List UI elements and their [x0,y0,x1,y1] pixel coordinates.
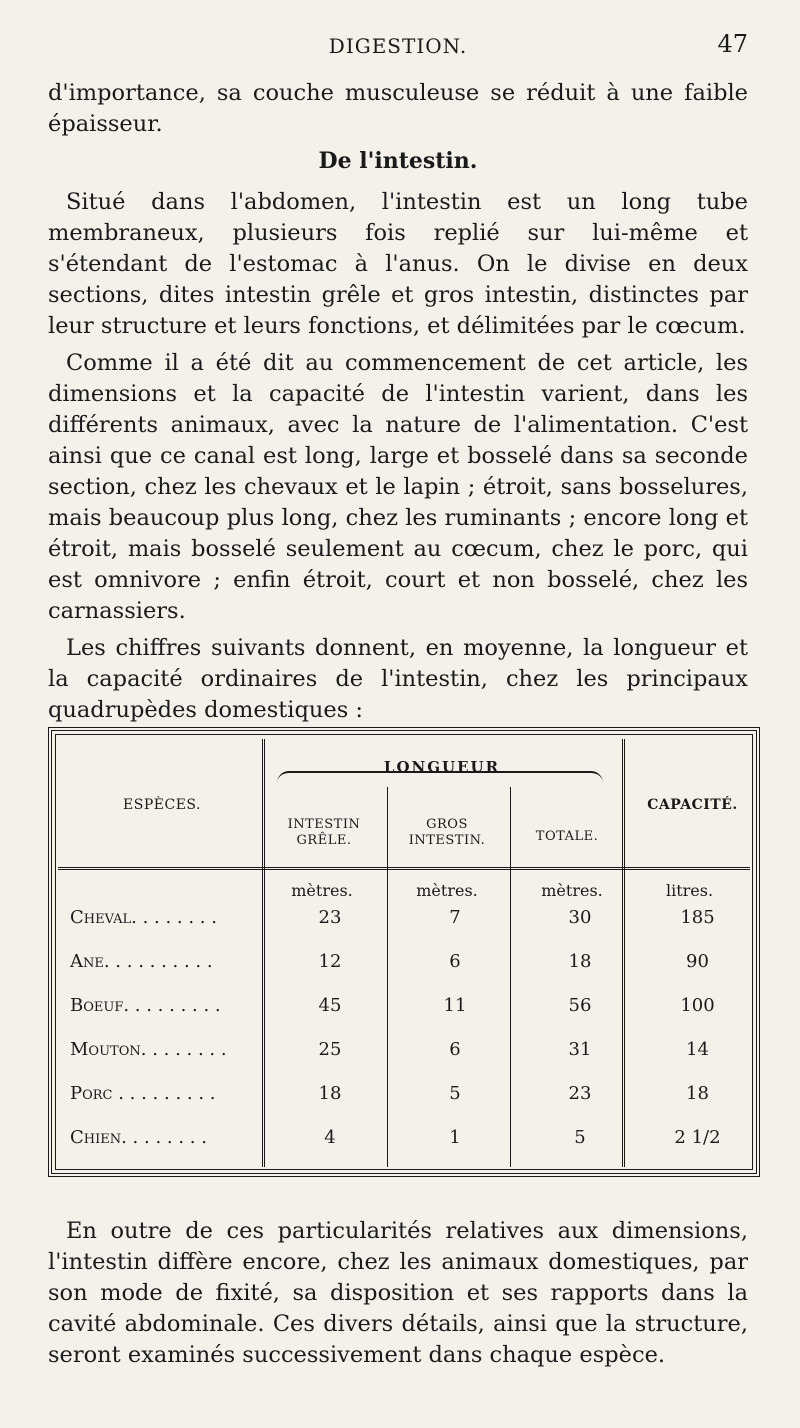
table-row [60,1127,748,1167]
cell-capacite: 2 1/2 [674,1127,721,1148]
page-number: 47 [717,30,748,58]
animal-name: Boeuf. . . . . . . . . [70,995,221,1016]
text-bottom [48,1216,748,1371]
header-capacity: CAPACITÉ. [647,797,738,813]
cell-totale: 23 [568,1083,592,1104]
cell-grele: 18 [318,1083,342,1104]
cell-gros: 6 [449,951,461,972]
cell-totale: 31 [568,1039,592,1060]
cell-capacite: 14 [686,1039,709,1060]
page-header [48,30,748,64]
animal-name: Mouton. . . . . . . . [70,1039,227,1060]
cell-totale: 18 [568,951,592,972]
intestine-table [48,727,760,1177]
cell-grele: 12 [318,951,342,972]
unit-liters: litres. [665,881,714,900]
unit-meters: mètres. [541,881,603,900]
header-large-intestine: GROS INTESTIN. [408,817,486,848]
table-header-rule [58,867,750,870]
table-row [60,995,748,1035]
unit-meters: mètres. [291,881,353,900]
cell-gros: 11 [443,995,467,1016]
animal-name: Cheval. . . . . . . . [70,907,217,928]
paragraph-conclusion: En outre de ces particularités relatives aux dimensions, l'intestin diffère encore, chez les animaux domestiques, par son mode de fixité, sa disposition et ses rapports dans la cavité abdominale. Ces divers détails, ainsi que la structure, seront examinés successivement dans chaque espèce. [48,1218,748,1368]
unit-meters: mètres. [416,881,478,900]
running-title: DIGESTION. [328,34,468,58]
animal-name: Ane. . . . . . . . . . [70,951,213,972]
section-title: De l'intestin. [318,148,478,174]
cell-totale: 30 [568,907,592,928]
cell-grele: 25 [318,1039,342,1060]
cell-capacite: 18 [686,1083,709,1104]
cell-grele: 4 [324,1127,336,1148]
cell-totale: 5 [574,1127,586,1148]
table-divider [622,739,625,1167]
paragraph-intestine-definition: Situé dans l'abdomen, l'intestin est un long tube membraneux, plusieurs fois replié sur lui-même et s'étendant de l'estomac à l'anus. On le divise en deux sections, dites intestin grêle et gros intestin, distinctes par leur structure et leurs fonctions, et délimitées par le cœcum. [48,189,748,339]
paragraph-dimensions: Comme il a été dit au commencement de cet article, les dimensions et la capacité de l'intestin varient, dans les différents animaux, avec la nature de l'alimentation. C'est ainsi que ce canal est long, large et bosselé dans sa seconde section, chez les chevaux et le lapin ; étroit, sans bosselures, mais beaucoup plus long, chez les ruminants ; encore long et étroit, mais bosselé seulement au cœcum, chez le porc, qui est omnivore ; enfin étroit, court et non bosselé, chez les carnassiers. [48,350,748,624]
cell-grele: 45 [318,995,342,1016]
cell-capacite: 90 [686,951,709,972]
paragraph-table-intro: Les chiffres suivants donnent, en moyenne, la longueur et la capacité ordinaires de l'intestin, chez les principaux quadrupèdes domestiques : [48,635,748,723]
table-divider [262,739,265,1167]
header-small-intestine: INTESTIN GRÊLE. [287,817,361,848]
animal-name: Porc . . . . . . . . . [70,1083,216,1104]
table-row [60,907,748,947]
animal-name: Chien. . . . . . . . [70,1127,207,1148]
table-row [60,1039,748,1079]
cell-capacite: 185 [680,907,715,928]
paragraph-continuation: d'importance, sa couche musculeuse se réduit à une faible épaisseur. [48,80,748,137]
length-brace [277,771,603,795]
table-row [60,1083,748,1123]
table-divider [510,787,511,1167]
table-row [60,951,748,991]
table-divider [387,787,388,1167]
text-top [48,78,748,726]
cell-gros: 1 [449,1127,461,1148]
cell-grele: 23 [318,907,342,928]
cell-capacite: 100 [680,995,715,1016]
cell-gros: 6 [449,1039,461,1060]
cell-gros: 5 [449,1083,461,1104]
cell-totale: 56 [568,995,592,1016]
cell-gros: 7 [449,907,461,928]
header-species: ESPÈCES. [123,797,201,813]
header-total: TOTALE. [535,829,599,844]
header-length: LONGUEUR [383,758,501,776]
